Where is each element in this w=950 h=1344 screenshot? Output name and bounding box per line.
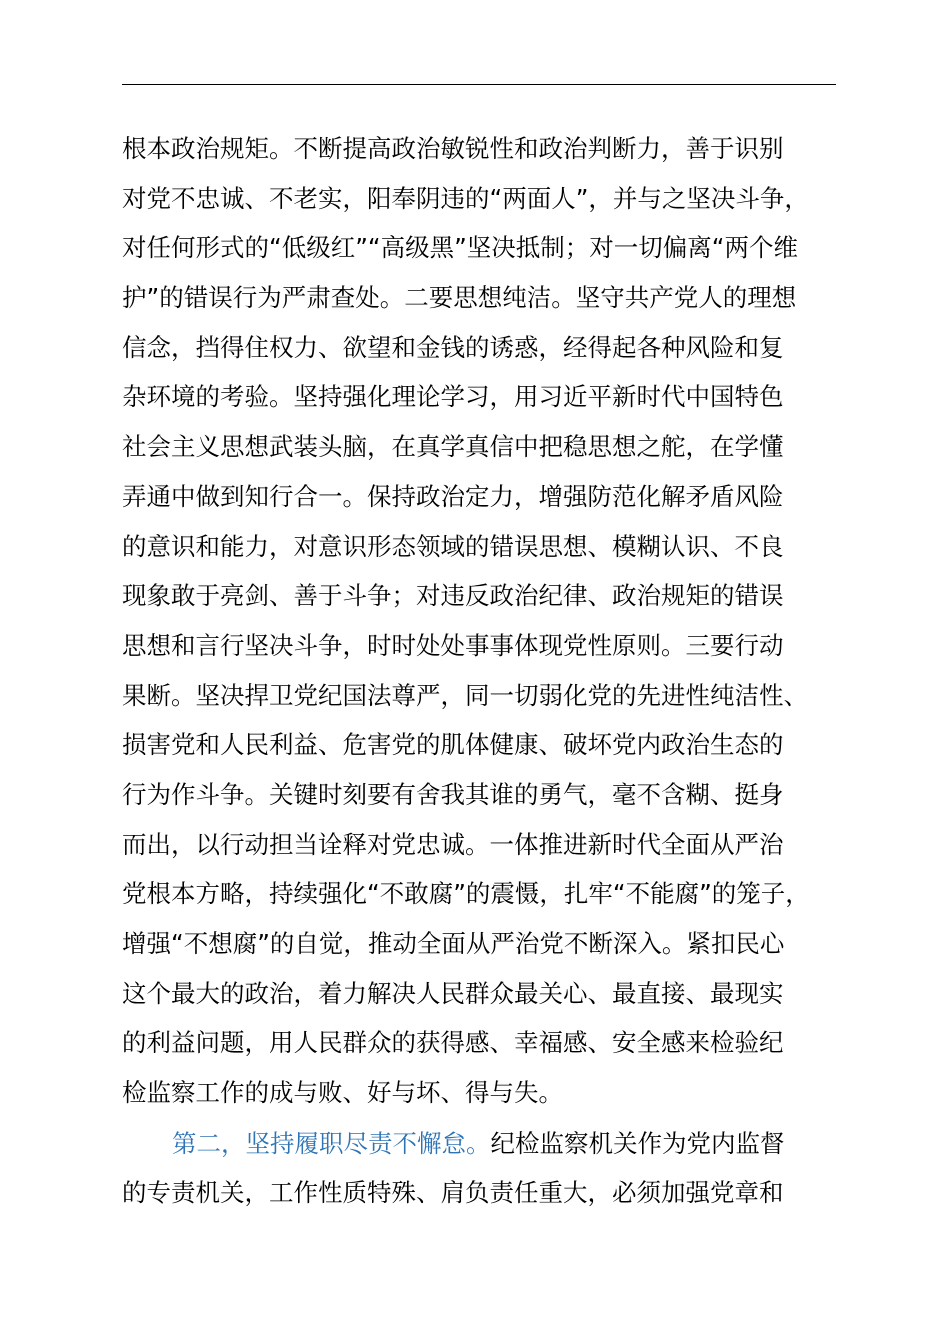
text-line: 的利益问题，用人民群众的获得感、幸福感、安全感来检验纪 xyxy=(122,1028,784,1058)
text-line: 增强“不想腐”的自觉，推动全面从严治党不断深入。紧扣民心 xyxy=(122,929,785,958)
text-line: 行为作斗争。关键时刻要有舍我其谁的勇气，毫不含糊、挺身 xyxy=(122,779,784,809)
text-line: 现象敢于亮剑、善于斗争；对违反政治纪律、政治规矩的错误 xyxy=(122,581,784,611)
text-line: 党根本方略，持续强化“不敢腐”的震慑，扎牢“不能腐”的笼子， xyxy=(122,879,810,909)
text-line: 思想和言行坚决斗争，时时处处事事体现党性原则。三要行动 xyxy=(122,630,784,660)
text-line: 损害党和人民利益、危害党的肌体健康、破坏党内政治生态的 xyxy=(122,730,784,760)
section-heading-line xyxy=(122,1119,852,1169)
section-heading-continuation: 纪检监察机关作为党内监督 xyxy=(490,1128,785,1158)
text-line: 检监察工作的成与败、好与坏、得与失。 xyxy=(122,1078,563,1108)
text-line: 社会主义思想武装头脑，在真学真信中把稳思想之舵，在学懂 xyxy=(122,432,784,462)
text-line: 的意识和能力，对意识形态领域的错误思想、模糊认识、不良 xyxy=(122,531,784,561)
text-line: 对党不忠诚、不老实，阳奉阴违的“两面人”，并与之坚决斗争， xyxy=(122,183,809,213)
header-rule xyxy=(122,84,836,85)
text-line: 这个最大的政治，着力解决人民群众最关心、最直接、最现实 xyxy=(122,978,784,1008)
text-line: 信念，挡得住权力、欲望和金钱的诱惑，经得起各种风险和复 xyxy=(122,332,784,362)
text-line: 果断。坚决捍卫党纪国法尊严，同一切弱化党的先进性纯洁性、 xyxy=(122,680,808,710)
text-line: 对任何形式的“低级红”“高级黑”坚决抵制；对一切偏离“两个维 xyxy=(122,233,798,263)
text-line: 弄通中做到知行合一。保持政治定力，增强防范化解矛盾风险 xyxy=(122,481,784,511)
section-heading: 第二，坚持履职尽责不懈怠。 xyxy=(172,1128,491,1158)
text-line: 根本政治规矩。不断提高政治敏锐性和政治判断力，善于识别 xyxy=(122,134,784,163)
text-line: 护”的错误行为严肃查处。二要思想纯洁。坚守共产党人的理想 xyxy=(122,283,797,313)
text-line: 而出，以行动担当诠释对党忠诚。一体推进新时代全面从严治 xyxy=(122,829,784,859)
body-text xyxy=(122,124,852,1218)
text-line: 的专责机关，工作性质特殊、肩负责任重大，必须加强党章和 xyxy=(122,1178,784,1208)
text-line: 杂环境的考验。坚持强化理论学习，用习近平新时代中国特色 xyxy=(122,382,784,412)
